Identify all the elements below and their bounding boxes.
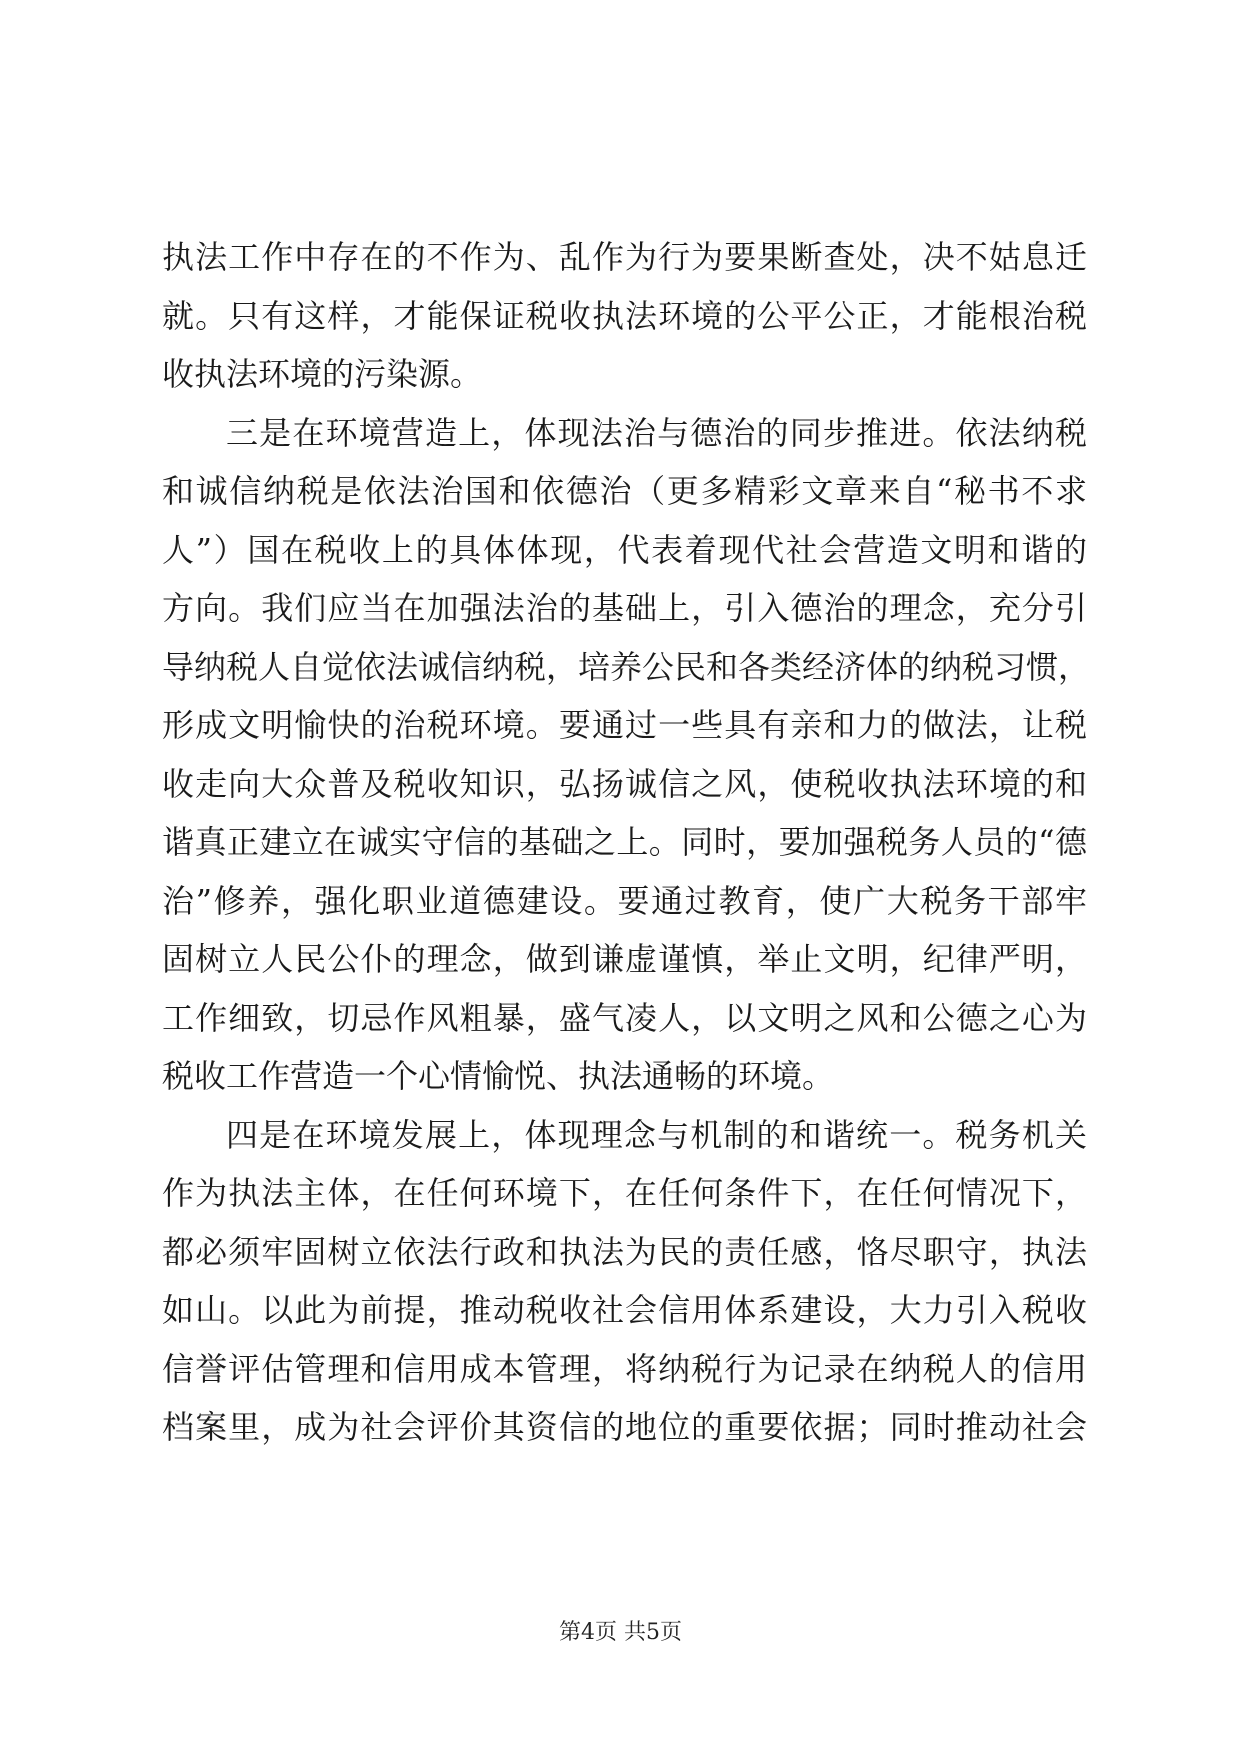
text-line: 税收工作营造一个心情愉悦、执法通畅的环境。	[162, 1057, 835, 1095]
page-footer	[0, 1618, 1241, 1648]
text-line: 谐真正建立在诚实守信的基础之上。同时，要加强税务人员的“德	[162, 823, 1087, 861]
text-line: 收执法环境的污染源。	[162, 355, 483, 393]
text-line: 方向。我们应当在加强法治的基础上，引入德治的理念，充分引	[162, 589, 1087, 627]
text-line: 人”）国在税收上的具体体现，代表着现代社会营造文明和谐的	[162, 530, 1087, 569]
text-line: 形成文明愉快的治税环境。要通过一些具有亲和力的做法，让税	[162, 706, 1087, 744]
document-body	[162, 228, 1091, 1457]
page-number-label: 第4页 共5页	[559, 1620, 682, 1645]
text-line: 治”修养，强化职业道德建设。要通过教育，使广大税务干部牢	[162, 881, 1087, 920]
text-line: 就。只有这样，才能保证税收执法环境的公平公正，才能根治税	[162, 296, 1087, 335]
text-line: 都必须牢固树立依法行政和执法为民的责任感，恪尽职守，执法	[162, 1232, 1087, 1271]
text-line: 信誉评估管理和信用成本管理，将纳税行为记录在纳税人的信用	[162, 1349, 1087, 1388]
text-line: 三是在环境营造上，体现法治与德治的同步推进。依法纳税	[226, 413, 1087, 452]
text-line: 档案里，成为社会评价其资信的地位的重要依据；同时推动社会	[162, 1408, 1087, 1446]
text-line: 如山。以此为前提，推动税收社会信用体系建设，大力引入税收	[162, 1291, 1087, 1329]
text-line: 和诚信纳税是依法治国和依德治（更多精彩文章来自“秘书不求	[162, 472, 1087, 510]
text-line: 固树立人民公仆的理念，做到谦虚谨慎，举止文明，纪律严明，	[162, 940, 1087, 978]
text-line: 工作细致，切忌作风粗暴，盛气凌人，以文明之风和公德之心为	[162, 998, 1087, 1037]
text-line: 执法工作中存在的不作为、乱作为行为要果断查处，决不姑息迁	[162, 238, 1087, 276]
text-line: 四是在环境发展上，体现理念与机制的和谐统一。税务机关	[226, 1115, 1087, 1154]
text-line: 导纳税人自觉依法诚信纳税，培养公民和各类经济体的纳税习惯，	[162, 647, 1091, 686]
text-line: 作为执法主体，在任何环境下，在任何条件下，在任何情况下，	[162, 1174, 1087, 1212]
text-line: 收走向大众普及税收知识，弘扬诚信之风，使税收执法环境的和	[162, 764, 1087, 803]
